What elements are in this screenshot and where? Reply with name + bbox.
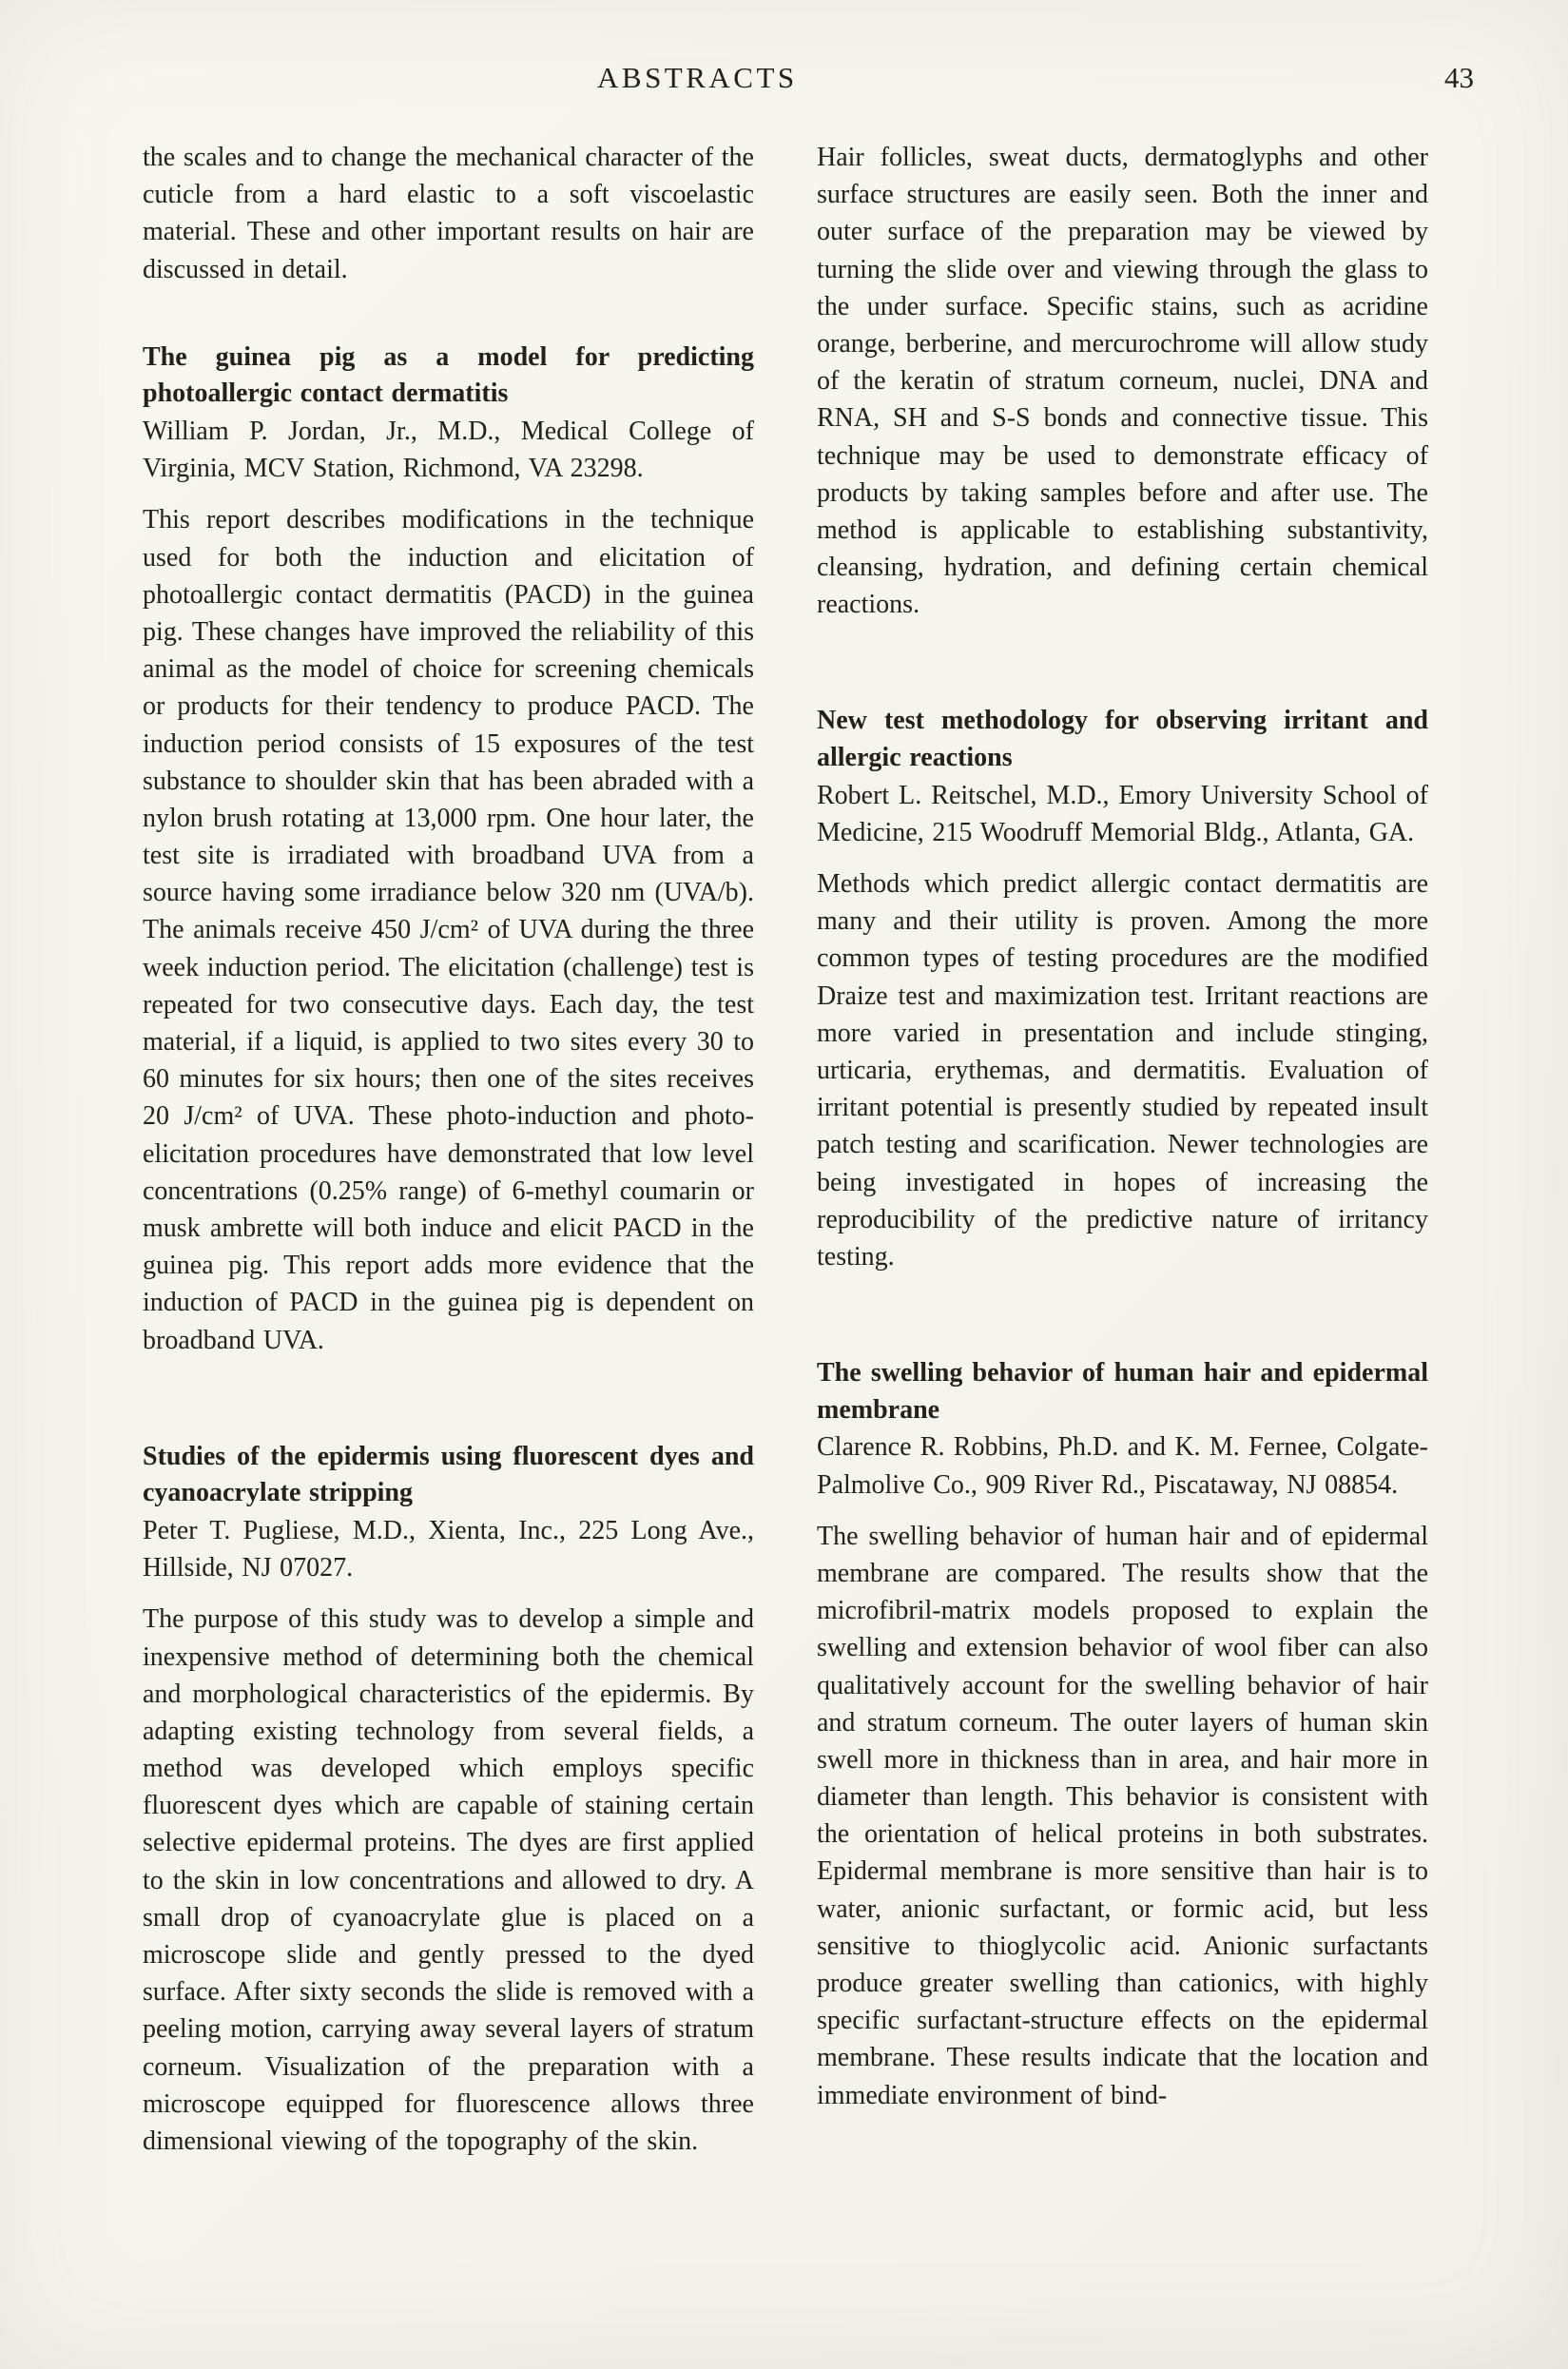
abstract-epidermis-fluorescent-dyes xyxy=(143,1439,754,2160)
abstract-body: This report describes modifications in the technique used for both the induction and elicitation of photoallergic contact dermatitis (PACD) in the guinea pig. These changes have improved the reliability of this animal as the model of choice for screening chemicals or products for their tendency to produce PACD. The induction period consists of 15 exposures of the test substance to shoulder skin that has been abraded with a nylon brush rotating at 13,000 rpm. One hour later, the test site is irradiated with broadband UVA from a source having some irradiance below 320 nm (UVA/b). The animals receive 450 J/cm² of UVA during the three week induction period. The elicitation (challenge) test is repeated for two consecutive days. Each day, the test material, if a liquid, is applied to two sites every 30 to 60 minutes for six hours; then one of the sites receives 20 J/cm² of UVA. These photo-induction and photo-elicitation procedures have demonstrated that low level concentrations (0.25% range) of 6-methyl coumarin or musk ambrette will both induce and elicit PACD in the guinea pig. This report adds more evidence that the induction of PACD in the guinea pig is dependent on broadband UVA. xyxy=(143,505,754,1355)
left-column xyxy=(143,139,754,2160)
abstract-authors: Robert L. Reitschel, M.D., Emory University School of Medicine, 215 Woodruff Memorial Bldg., Atlanta, GA. xyxy=(817,780,1428,847)
abstract-title: The swelling behavior of human hair and epidermal membrane xyxy=(817,1358,1428,1425)
continuation-paragraph: the scales and to change the mechanical character of the cuticle from a hard elastic to a soft viscoelastic material. These and other important results on hair are discussed in detail. xyxy=(143,143,754,284)
abstract-hair-swelling-behavior xyxy=(817,1355,1428,2114)
abstract-body: The swelling behavior of human hair and of epidermal membrane are compared. The results show that the microfibril-matrix models proposed to explain the swelling and extension behavior of wool fiber can also qualitatively account for the swelling behavior of hair and stratum corneum. The outer layers of human skin swell more in thickness than in area, and hair more in diameter than length. This behavior is consistent with the orientation of helical proteins in both substrates. Epidermal membrane is more sensitive than hair is to water, anionic surfactant, or formic acid, but less sensitive to thioglycolic acid. Anionic surfactants produce greater swelling than cationics, with highly specific surfactant-structure effects on the epidermal membrane. These results indicate that the location and immediate environment of bind- xyxy=(817,1521,1428,2110)
abstract-authors: Peter T. Pugliese, M.D., Xienta, Inc., 225 Long Ave., Hillside, NJ 07027. xyxy=(143,1515,754,1583)
abstract-title: The guinea pig as a model for predicting photoallergic contact dermatitis xyxy=(143,341,754,409)
running-title: ABSTRACTS xyxy=(597,61,798,94)
abstract-guinea-pig-photoallergy xyxy=(143,340,754,1359)
text-columns xyxy=(143,139,1428,2160)
abstract-authors: William P. Jordan, Jr., M.D., Medical College of Virginia, MCV Station, Richmond, VA 23298. xyxy=(143,417,754,484)
abstract-title: New test methodology for observing irritant and allergic reactions xyxy=(817,706,1428,773)
page-header xyxy=(143,61,1474,103)
right-column xyxy=(817,139,1428,2160)
abstract-authors: Clarence R. Robbins, Ph.D. and K. M. Fernee, Colgate-Palmolive Co., 909 River Rd., Piscataway, NJ 08854. xyxy=(817,1432,1428,1500)
continuation-paragraph: Hair follicles, sweat ducts, dermatoglyphs and other surface structures are easily seen. Both the inner and outer surface of the preparation may be viewed by turning the slide over and viewing through the glass to the under surface. Specific stains, such as acridine orange, berberine, and mercurochrome will allow study of the keratin of stratum corneum, nuclei, DNA and RNA, SH and S-S bonds and connective tissue. This technique may be used to demonstrate efficacy of products by taking samples before and after use. The method is applicable to establishing substantivity, cleansing, hydration, and defining certain chemical reactions. xyxy=(817,143,1428,620)
abstract-title: Studies of the epidermis using fluorescent dyes and cyanoacrylate stripping xyxy=(143,1441,754,1508)
abstract-irritant-test-methodology xyxy=(817,703,1428,1275)
page-number: 43 xyxy=(1444,61,1474,94)
abstract-body: Methods which predict allergic contact dermatitis are many and their utility is proven. Among the more common types of testing procedures are the modified Draize test and maximization test. Irritant reactions are more varied in presentation and include stinging, urticaria, erythemas, and dermatitis. Evaluation of irritant potential is presently studied by repeated insult patch testing and scarification. Newer technologies are being investigated in hopes of increasing the reproducibility of the predictive nature of irritancy testing. xyxy=(817,869,1428,1272)
abstract-body: The purpose of this study was to develop a simple and inexpensive method of determining both the chemical and morphological characteristics of the epidermis. By adapting existing technology from several fields, a method was developed which employs specific fluorescent dyes which are capable of staining certain selective epidermal proteins. The dyes are first applied to the skin in low concentrations and allowed to dry. A small drop of cyanoacrylate glue is placed on a microscope slide and gently pressed to the dyed surface. After sixty seconds the slide is removed with a peeling motion, carrying away several layers of stratum corneum. Visualization of the preparation with a microscope equipped for fluorescence allows three dimensional viewing of the topography of the skin. xyxy=(143,1604,754,2156)
